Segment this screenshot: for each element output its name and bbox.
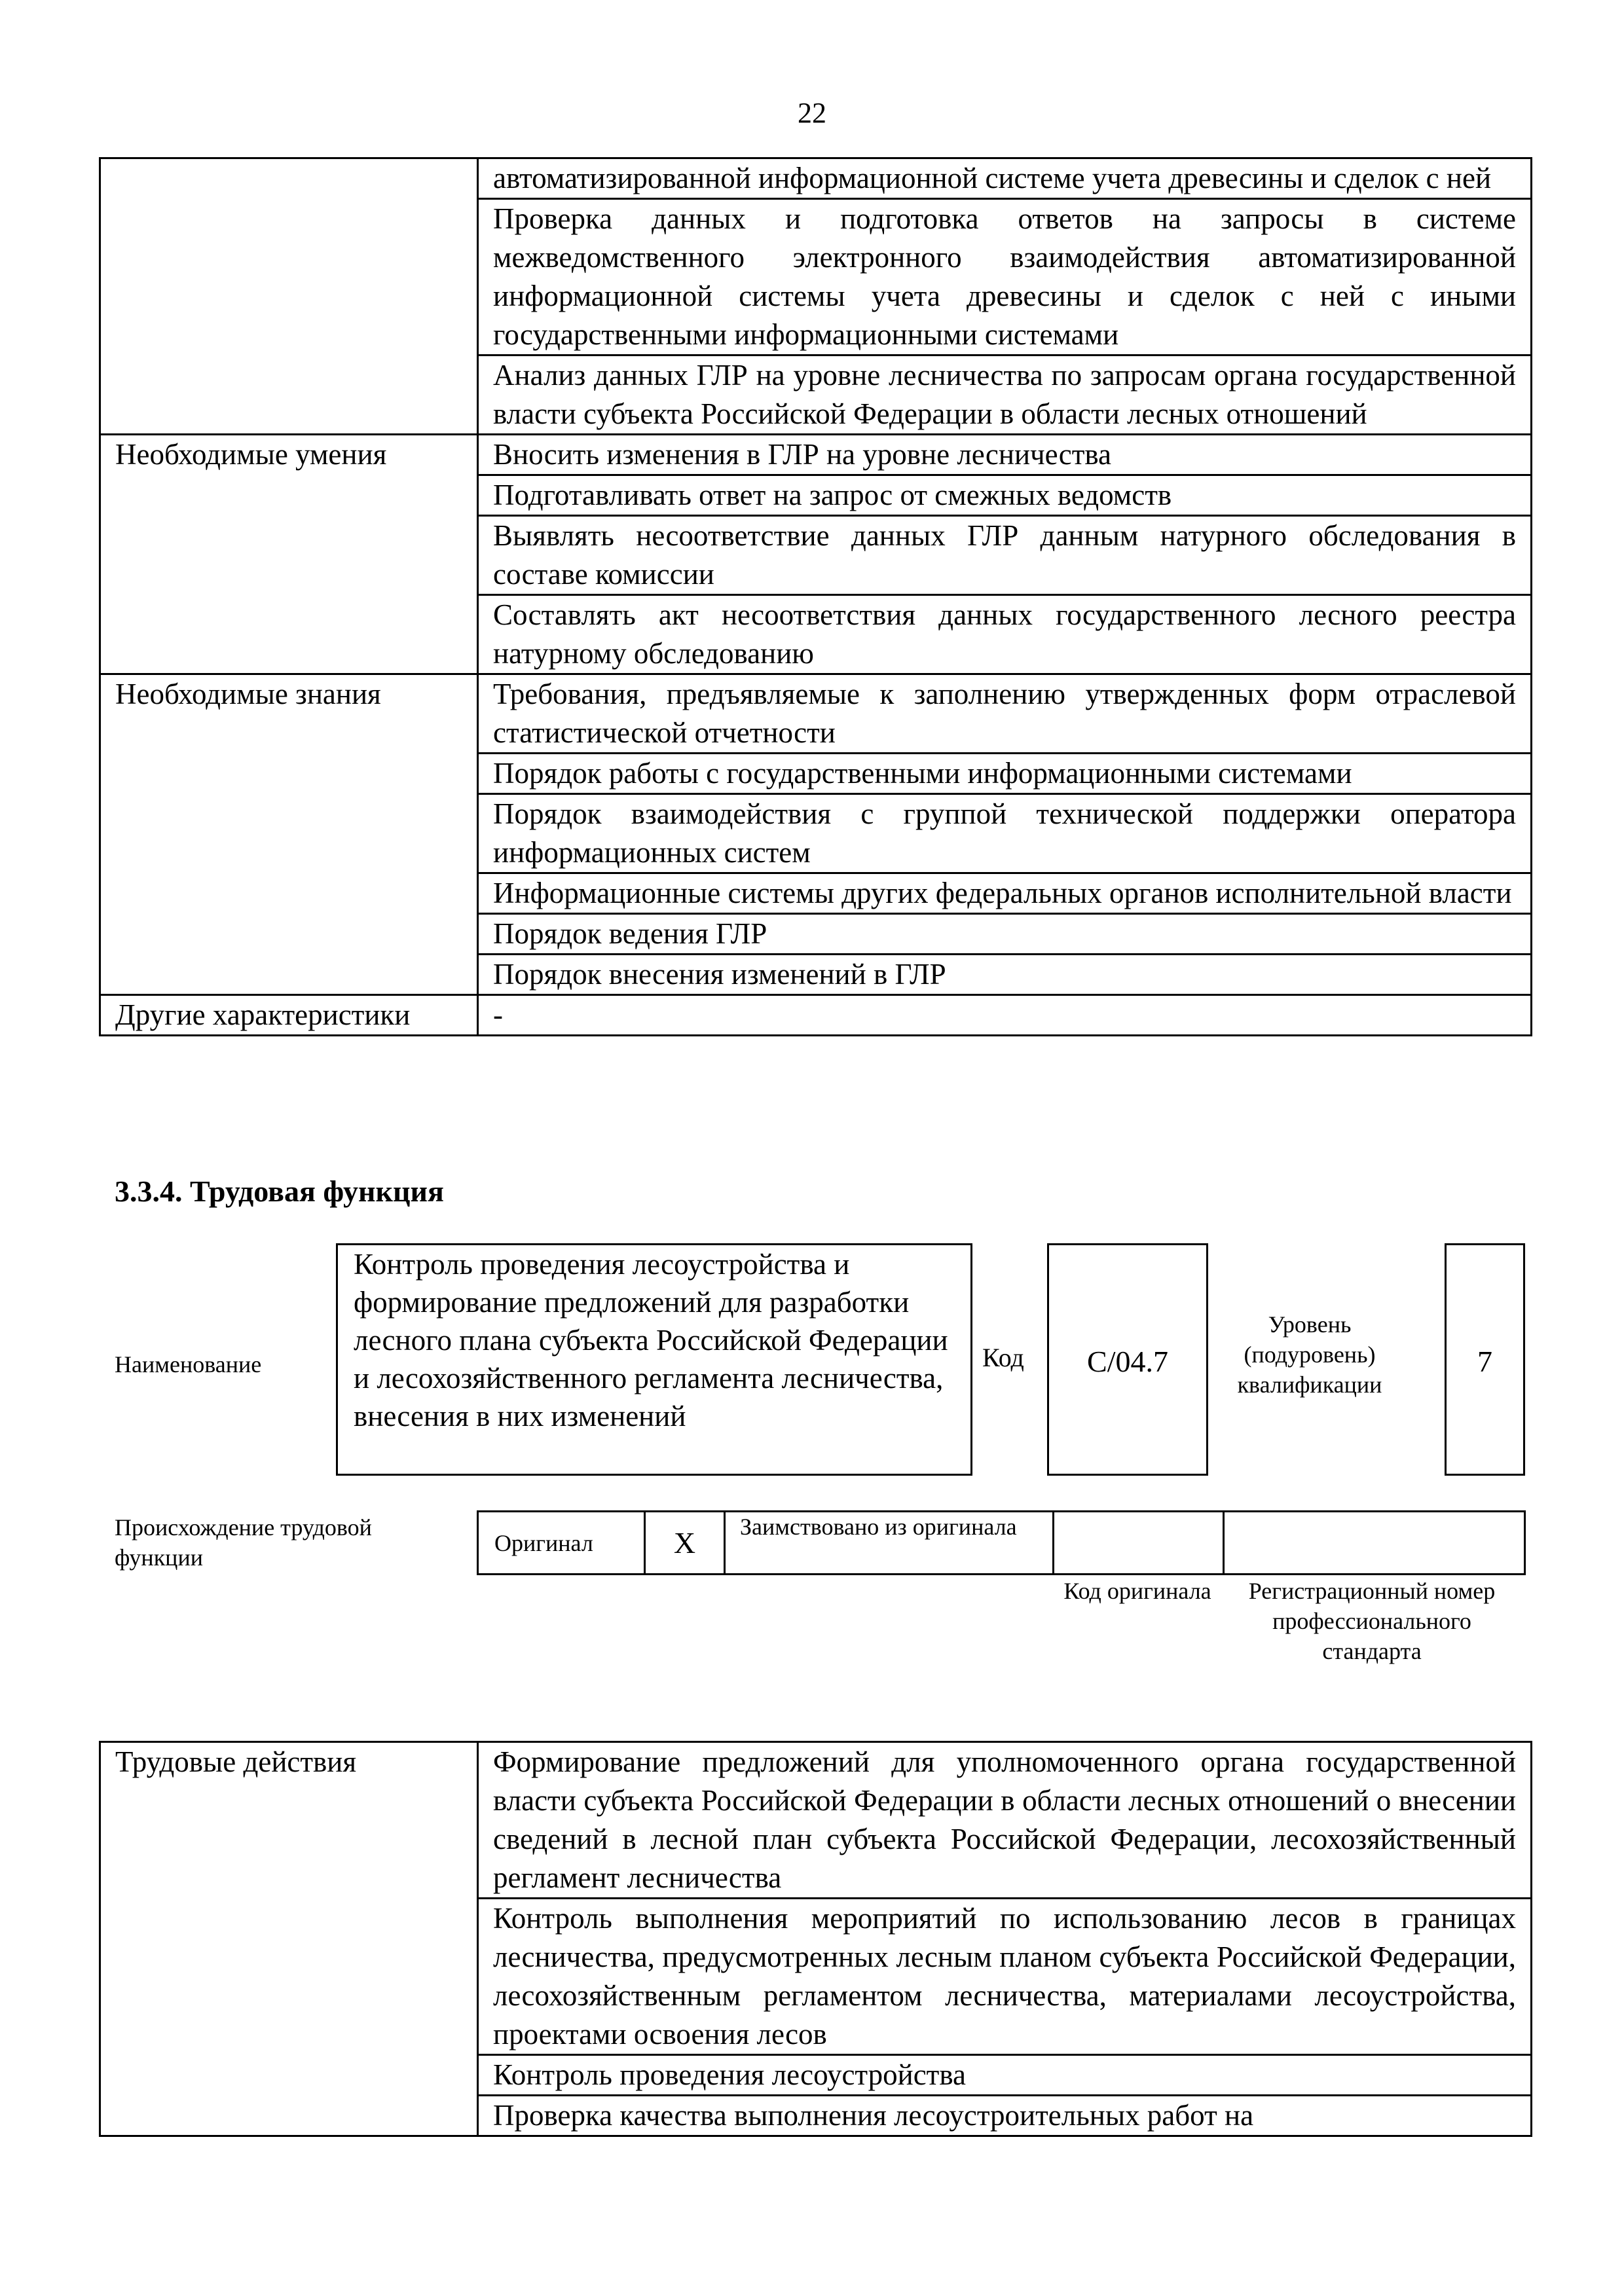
row-label-cell (100, 995, 478, 1036)
row-text: Вносить изменения в ГЛР на уровне лесничества (493, 438, 1112, 471)
row-label: Другие характеристики (115, 998, 411, 1031)
action-text-cell (478, 2055, 1532, 2096)
function-name-box (336, 1243, 972, 1476)
table-row (100, 435, 1532, 475)
page-number: 22 (798, 97, 826, 129)
row-text: Выявлять несоответствие данных ГЛР данным натурного обследования в составе комиссии (493, 519, 1516, 591)
action-text: Проверка качества выполнения лесоустроительных работ на (493, 2099, 1254, 2132)
name-label: Наименование (115, 1351, 262, 1377)
level-value-box (1445, 1243, 1525, 1476)
action-text-cell (478, 1742, 1532, 1899)
row-text-cell (478, 955, 1532, 995)
action-text-cell (478, 2096, 1532, 2136)
origin-mark: X (673, 1526, 696, 1559)
competency-table (99, 157, 1532, 1036)
row-text-cell (478, 475, 1532, 516)
actions-label-cell (100, 1742, 478, 2136)
table-row (100, 1742, 1532, 1899)
action-text: Контроль выполнения мероприятий по использованию лесов в границах лесничества, предусмотренных лесным планом субъекта Российской Федерации, лесохозяйственным регламентом лесничества, материалами лесоустройства, проектами освоения лесов (493, 1902, 1516, 2050)
row-text-cell (478, 516, 1532, 595)
origin-table (477, 1510, 1526, 1575)
action-text-cell (478, 1899, 1532, 2055)
origin-mark-cell (645, 1512, 725, 1575)
row-label-cell (100, 158, 478, 435)
row-text: - (493, 998, 503, 1031)
labor-actions-table (99, 1741, 1532, 2137)
row-text-cell (478, 595, 1532, 674)
row-text-cell (478, 873, 1532, 914)
code-label: Код (982, 1343, 1024, 1372)
row-text-cell (478, 355, 1532, 435)
function-name-text: Контроль проведения лесоустройства и формирование предложений для разработки лесного плана субъекта Российской Федерации и лесохозяйственного регламента лесничества, внесения в них изменений (354, 1248, 948, 1432)
code-value-box (1047, 1243, 1208, 1476)
action-text: Формирование предложений для уполномоченного органа государственной власти субъекта Российской Федерации в области лесных отношений о внесении сведений в лесной план субъекта Российской Федерации, лесохозяйственный регламент лесничества (493, 1745, 1516, 1894)
row-text-cell (478, 674, 1532, 754)
competency-table-body (100, 158, 1532, 1036)
row-text: Информационные системы других федеральных органов исполнительной власти (493, 877, 1512, 909)
level-label: Уровень (подуровень) квалификации (1237, 1311, 1382, 1398)
row-text-cell (478, 199, 1532, 355)
actions-label: Трудовые действия (115, 1745, 357, 1778)
action-text: Контроль проведения лесоустройства (493, 2058, 966, 2091)
row-text: Проверка данных и подготовка ответов на запросы в системе межведомственного электронного взаимодействия автоматизированной информационной системы учета древесины и сделок с ней с иными государственными информационными системами (493, 202, 1516, 351)
origin-reg-number-cell (1224, 1512, 1525, 1575)
labor-actions-table-body (100, 1742, 1532, 2136)
row-text-cell (478, 914, 1532, 955)
row-text: автоматизированной информационной системе учета древесины и сделок с ней (493, 162, 1492, 194)
row-text: Подготавливать ответ на запрос от смежных ведомств (493, 479, 1172, 511)
origin-borrowed-text: Заимствовано из оригинала (740, 1514, 1017, 1540)
row-text: Анализ данных ГЛР на уровне лесничества по запросам органа государственной власти субъекта Российской Федерации в области лесных отношений (493, 359, 1516, 430)
row-text: Составлять акт несоответствия данных государственного лесного реестра натурному обследованию (493, 598, 1516, 670)
origin-code-cell (1054, 1512, 1224, 1575)
row-text-cell (478, 435, 1532, 475)
row-label-cell (100, 674, 478, 995)
origin-original-cell (478, 1512, 645, 1575)
row-text-cell (478, 794, 1532, 873)
row-label-cell (100, 435, 478, 674)
row-text: Требования, предъявляемые к заполнению утвержденных форм отраслевой статистической отчетности (493, 678, 1516, 749)
origin-label: Происхождение трудовой функции (115, 1514, 372, 1571)
code-value: C/04.7 (1087, 1345, 1168, 1378)
code-original-caption: Код оригинала (1063, 1578, 1211, 1604)
row-text-cell (478, 158, 1532, 199)
table-row (100, 158, 1532, 199)
row-text-cell (478, 995, 1532, 1036)
reg-number-caption: Регистрационный номер профессионального стандарта (1248, 1578, 1496, 1664)
table-row (100, 674, 1532, 754)
row-text: Порядок работы с государственными информационными системами (493, 757, 1352, 790)
row-label: Необходимые умения (115, 438, 387, 471)
table-row (100, 995, 1532, 1036)
row-text: Порядок внесения изменений в ГЛР (493, 958, 946, 991)
row-text: Порядок ведения ГЛР (493, 917, 767, 950)
row-label: Необходимые знания (115, 678, 381, 710)
row-text: Порядок взаимодействия с группой технической поддержки оператора информационных систем (493, 797, 1516, 869)
level-value: 7 (1477, 1345, 1492, 1378)
origin-original-text: Оригинал (494, 1529, 593, 1556)
origin-borrowed-cell (725, 1512, 1054, 1575)
row-text-cell (478, 754, 1532, 794)
section-heading: 3.3.4. Трудовая функция (115, 1175, 444, 1208)
